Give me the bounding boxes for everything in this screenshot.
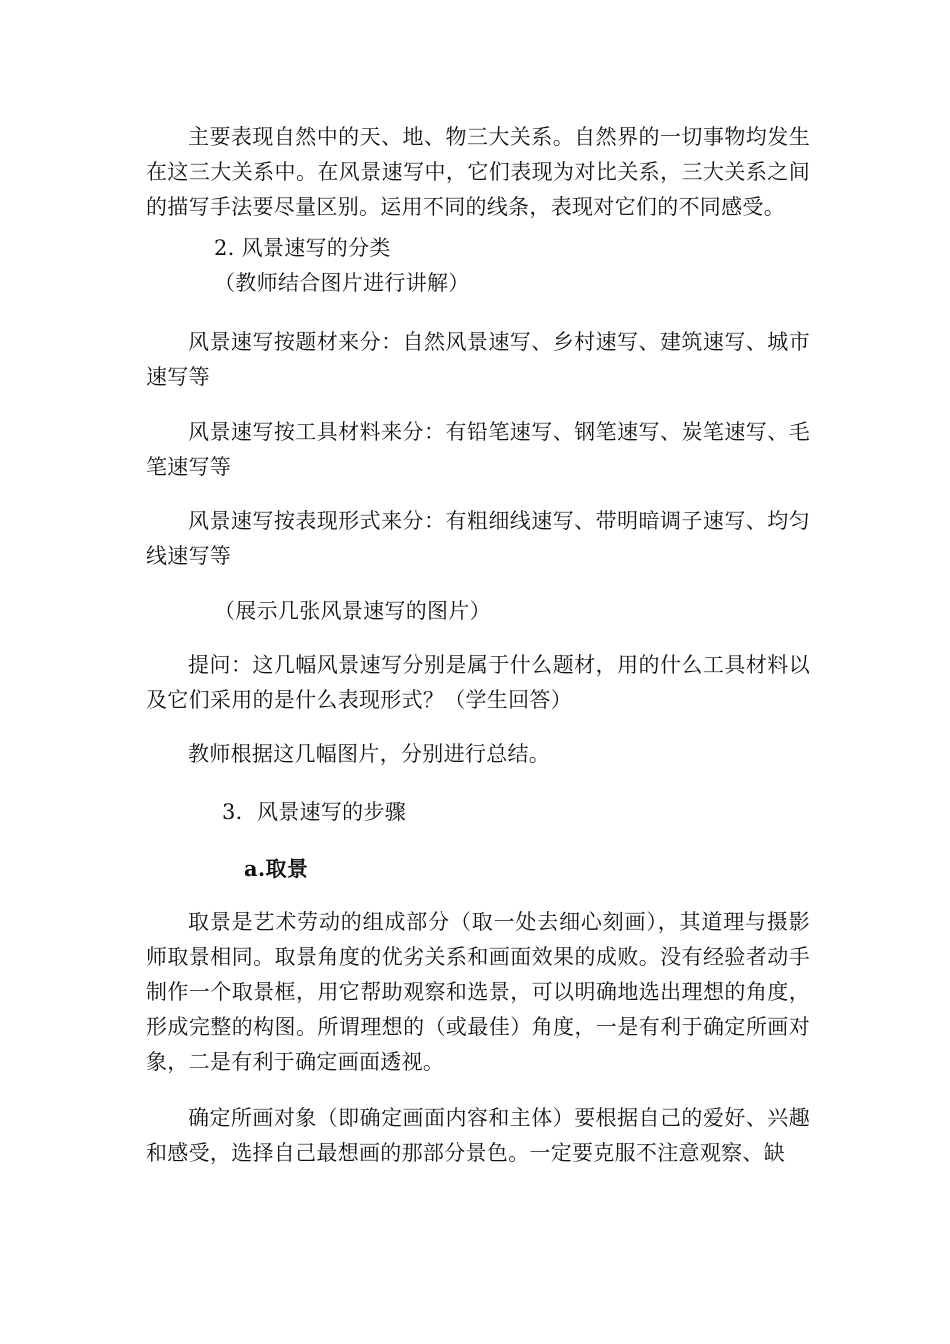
paragraph-subject-choice: 确定所画对象（即确定画面内容和主体）要根据自己的爱好、兴趣和感受，选择自己最想画的那部分景色。一定要克服不注意观察、缺 xyxy=(146,1106,810,1165)
paragraph-summary: 教师根据这几幅图片，分别进行总结。 xyxy=(188,742,551,766)
paragraph-by-form: 风景速写按表现形式来分：有粗细线速写、带明暗调子速写、均匀线速写等 xyxy=(146,509,810,568)
paragraph-question: 提问：这几幅风景速写分别是属于什么题材，用的什么工具材料以及它们采用的是什么表现形式？（学生回答） xyxy=(146,653,810,712)
paragraph-three-relations: 主要表现自然中的天、地、物三大关系。自然界的一切事物均发生在这三大关系中。在风景速写中，它们表现为对比关系，三大关系之间的描写手法要尽量区别。运用不同的线条，表现对它们的不同感受。 xyxy=(146,125,810,219)
paragraph-by-subject: 风景速写按题材来分：自然风景速写、乡村速写、建筑速写、城市速写等 xyxy=(146,330,810,389)
heading-steps: 3．风景速写的步骤 xyxy=(222,800,407,824)
paragraph-framing: 取景是艺术劳动的组成部分（取一处去细心刻画），其道理与摄影师取景相同。取景角度的优劣关系和画面效果的成败。没有经验者动手制作一个取景框，用它帮助观察和选景，可以明确地选出理想的角度，形成完整的构图。所谓理想的（或最佳）角度，一是有利于确定所画对象，二是有利于确定画面透视。 xyxy=(146,910,810,1074)
subheading-framing: a.取景 xyxy=(244,856,309,881)
heading-classification: 2. 风景速写的分类 xyxy=(214,236,391,260)
paragraph-by-tools: 风景速写按工具材料来分：有铅笔速写、钢笔速写、炭笔速写、毛笔速写等 xyxy=(146,420,810,479)
note-show-pictures: （展示几张风景速写的图片） xyxy=(214,599,491,623)
note-teacher-explains: （教师结合图片进行讲解） xyxy=(214,271,470,295)
